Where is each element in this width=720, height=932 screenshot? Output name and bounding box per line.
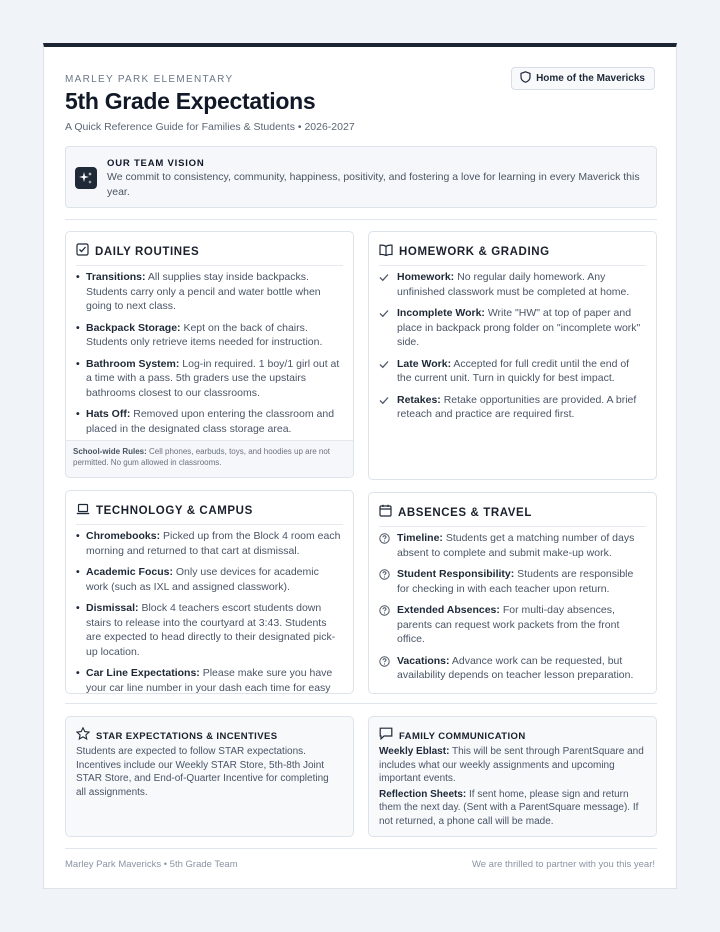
star-expectations-card xyxy=(65,716,354,837)
item-label: Transitions: xyxy=(86,271,146,283)
school-name: MARLEY PARK ELEMENTARY xyxy=(65,74,234,85)
list-item xyxy=(379,306,646,350)
check-icon xyxy=(379,359,389,374)
divider xyxy=(76,524,343,525)
item-text: Retake opportunities are provided. A brief reteach and practice are required first. xyxy=(397,393,637,420)
item-text: Please make sure you have your car line number in your dash each time for easy xyxy=(86,667,333,694)
homework-list xyxy=(379,270,646,429)
item-text: Log-in required. 1 boy/1 girl out at a time with a pass. 5th graders use the upstairs bathrooms closest to our classrooms. xyxy=(86,357,340,399)
list-item xyxy=(379,567,646,596)
star-icon xyxy=(76,727,90,745)
list-item xyxy=(379,270,646,299)
card-title: ABSENCES & TRAVEL xyxy=(398,507,532,519)
check-icon xyxy=(379,272,389,287)
item-text: Students are responsible for checking in with each teacher upon return. xyxy=(397,568,634,595)
daily-routines-card xyxy=(65,231,354,478)
family-text xyxy=(379,745,644,830)
list-item xyxy=(379,393,646,422)
item-text: Kept on the back of chairs. Students only retrieve items needed for instruction. xyxy=(86,321,323,348)
item-text: Write "HW" at top of paper and place in backpack prong folder on "incomplete work" side. xyxy=(397,307,641,348)
team-vision-box xyxy=(65,146,657,208)
item-label: Car Line Expectations: xyxy=(86,667,200,679)
shield-icon xyxy=(520,71,531,86)
card-title: TECHNOLOGY & CAMPUS xyxy=(96,505,253,517)
item-label: Weekly Eblast: xyxy=(379,746,450,757)
item-label: Timeline: xyxy=(397,532,443,544)
list-item xyxy=(379,357,646,386)
item-label: Extended Absences: xyxy=(397,604,500,616)
item-text: Advance work can be requested, but availability depends on teacher lesson preparation. xyxy=(397,654,634,681)
divider xyxy=(379,526,646,527)
divider xyxy=(76,265,343,266)
family-communication-card xyxy=(368,716,657,837)
check-icon xyxy=(379,395,389,410)
list-item xyxy=(76,321,343,350)
family-item xyxy=(379,745,644,786)
item-label: Dismissal: xyxy=(86,602,139,614)
help-circle-icon xyxy=(379,533,390,549)
family-item xyxy=(379,788,644,829)
help-circle-icon xyxy=(379,605,390,621)
divider xyxy=(379,265,646,266)
book-icon xyxy=(379,243,393,261)
item-label: Late Work: xyxy=(397,357,452,370)
footer-left: Marley Park Mavericks • 5th Grade Team xyxy=(65,859,238,870)
list-item xyxy=(379,531,646,560)
vision-text: We commit to consistency, community, happiness, positivity, and fostering a love for learning in every Maverick this year. xyxy=(107,171,640,198)
item-text: Only use devices for academic work (such as IXL and assigned classwork). xyxy=(86,566,319,593)
list-item xyxy=(76,666,343,694)
message-icon xyxy=(379,727,393,745)
badge-label: Home of the Mavericks xyxy=(536,73,645,84)
item-label: Hats Off: xyxy=(86,408,131,420)
item-label: Homework: xyxy=(397,271,455,283)
item-text: All supplies stay inside backpacks. Students carry only a pencil and water bottle when going to next class. xyxy=(86,271,321,312)
list-item xyxy=(379,603,646,647)
homework-grading-card xyxy=(368,231,657,480)
calendar-icon xyxy=(379,504,392,522)
help-circle-icon xyxy=(379,569,390,585)
list-item xyxy=(76,270,343,314)
list-item xyxy=(76,529,343,558)
item-text: Block 4 teachers escort students down stairs to release into the courtyard at 3:43. Students are expected to head directly to their designated pick-up location. xyxy=(86,602,336,658)
absences-travel-card xyxy=(368,492,657,694)
absences-list xyxy=(379,531,646,690)
sparkle-icon xyxy=(75,167,97,189)
list-item xyxy=(379,654,646,683)
item-label: Incomplete Work: xyxy=(397,307,485,319)
card-title: STAR EXPECTATIONS & INCENTIVES xyxy=(96,730,278,742)
item-label: Retakes: xyxy=(397,393,441,406)
help-circle-icon xyxy=(379,656,390,672)
reference-sheet xyxy=(43,43,677,889)
item-text: Accepted for full credit until the end of the current unit. Turn in quickly for best impact. xyxy=(397,357,630,384)
note-text: Cell phones, earbuds, toys, and hoodies up are not permitted. No gum allowed in classrooms. xyxy=(73,447,331,467)
list-item xyxy=(76,601,343,659)
note-label: School-wide Rules: xyxy=(73,447,147,456)
item-text: Students get a matching number of days absent to complete and submit make-up work. xyxy=(397,532,635,559)
item-label: Backpack Storage: xyxy=(86,321,181,334)
vision-heading: OUR TEAM VISION xyxy=(107,158,205,169)
checkbox-icon xyxy=(76,243,89,261)
card-title: HOMEWORK & GRADING xyxy=(399,246,550,258)
item-label: Vacations: xyxy=(397,654,450,667)
item-text: Picked up from the Block 4 room each morning and returned to that cart at dismissal. xyxy=(86,530,341,557)
item-text: Removed upon entering the classroom and placed in the designated class storage area. xyxy=(86,408,335,435)
laptop-icon xyxy=(76,502,90,520)
divider xyxy=(65,848,657,849)
item-label: Student Responsibility: xyxy=(397,568,515,580)
item-text: If sent home, please sign and return them the next day. (Sent with a ParentSquare message). If not returned, a phone call will be made. xyxy=(379,788,639,827)
technology-list xyxy=(76,529,343,694)
page-subtitle: A Quick Reference Guide for Families & Students • 2026-2027 xyxy=(65,121,355,133)
star-text: Students are expected to follow STAR expectations. Incentives include our Weekly STAR Store, 5th-8th Joint STAR Store, and End-of-Quarter Incentive for completing all assignments. xyxy=(76,746,329,798)
check-icon xyxy=(379,308,389,323)
card-title: FAMILY COMMUNICATION xyxy=(399,730,526,742)
routines-list xyxy=(76,270,343,443)
list-item xyxy=(76,357,343,401)
mavericks-badge xyxy=(511,67,655,90)
divider xyxy=(65,703,657,704)
item-label: Chromebooks: xyxy=(86,530,161,542)
item-label: Bathroom System: xyxy=(86,357,180,370)
technology-campus-card xyxy=(65,490,354,694)
card-title: DAILY ROUTINES xyxy=(95,246,200,258)
footer-right: We are thrilled to partner with you this year! xyxy=(471,859,655,870)
item-text: For multi-day absences, parents can request work packets from the front office. xyxy=(397,604,620,645)
item-label: Reflection Sheets: xyxy=(379,788,467,800)
item-text: This will be sent through ParentSquare and includes what our weekly assignments and upcoming important events. xyxy=(379,746,644,784)
list-item xyxy=(76,407,343,436)
divider xyxy=(65,219,657,220)
item-text: No regular daily homework. Any unfinished classwork must be completed at home. xyxy=(397,271,630,298)
list-item xyxy=(76,565,343,594)
school-rules-note xyxy=(66,440,353,477)
item-label: Academic Focus: xyxy=(86,566,173,578)
page-title: 5th Grade Expectations xyxy=(65,88,316,114)
